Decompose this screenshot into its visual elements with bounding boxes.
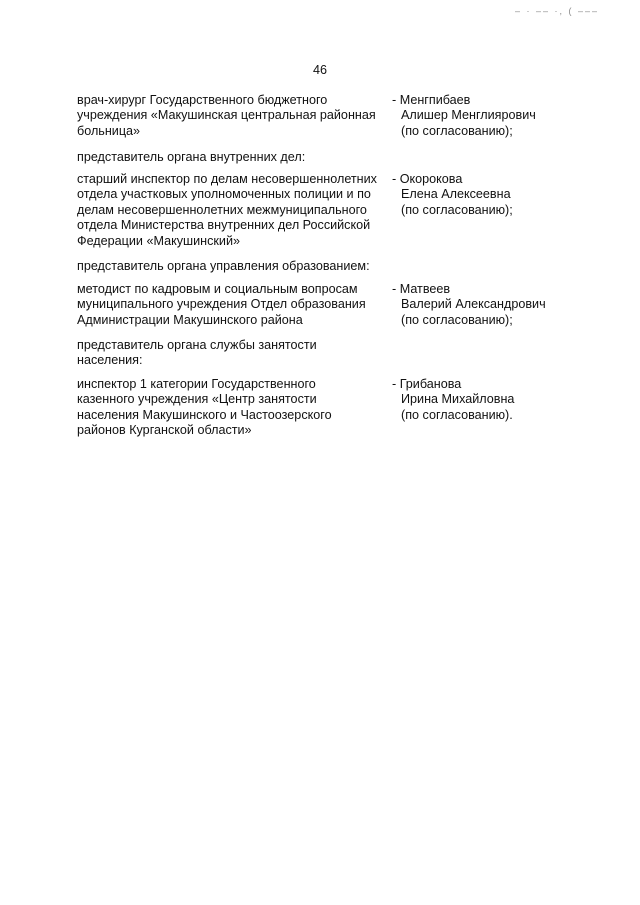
name-line: - Грибанова (392, 377, 462, 391)
position-line: казенного учреждения «Центр занятости (77, 392, 317, 407)
name-line: (по согласованию); (401, 202, 513, 217)
name-line: - Менгпибаев (392, 93, 471, 107)
position-line: отдела участковых уполномоченных полиции и по (77, 187, 371, 202)
scan-artifact: ‒ · ‒‒ ·, ( ‒‒‒ (515, 6, 600, 16)
position-line: инспектор 1 категории Государственного (77, 377, 316, 391)
position-line: Федерации «Макушинский» (77, 233, 241, 248)
name-line: (по согласованию); (401, 312, 513, 327)
position-line: старший инспектор по делам несовершеннолетних (77, 172, 377, 186)
member-position (77, 93, 389, 139)
heading-line: представитель органа службы занятости (77, 338, 317, 352)
section-heading-employment (77, 338, 397, 369)
position-line: отдела Министерства внутренних дел Российской (77, 218, 371, 233)
section-heading-education (77, 259, 397, 274)
name-line: (по согласованию); (401, 123, 513, 138)
position-line: больница» (77, 123, 141, 138)
member-name (392, 172, 602, 218)
position-line: методист по кадровым и социальным вопросам (77, 282, 358, 296)
position-line: учреждения «Макушинская центральная районная (77, 108, 376, 123)
name-line: Ирина Михайловна (401, 392, 515, 407)
name-line: Валерий Александрович (401, 297, 546, 312)
name-line: Алишер Менглиярович (401, 108, 536, 123)
position-line: делам несовершеннолетних межмуниципального (77, 202, 367, 217)
page-number: 46 (312, 63, 327, 77)
section-heading-internal-affairs (77, 150, 397, 165)
member-name (392, 282, 602, 328)
position-line: Администрации Макушинского района (77, 312, 303, 327)
heading-line: представитель органа внутренних дел: (77, 150, 306, 164)
position-line: врач-хирург Государственного бюджетного (77, 93, 328, 107)
position-line: населения Макушинского и Частоозерского (77, 407, 332, 422)
position-line: муниципального учреждения Отдел образования (77, 297, 366, 312)
member-name (392, 377, 602, 423)
member-position (77, 377, 389, 439)
member-position (77, 172, 389, 249)
member-name (392, 93, 602, 139)
name-line: - Окорокова (392, 172, 463, 186)
member-position (77, 282, 389, 328)
heading-line: населения: (77, 353, 143, 368)
heading-line: представитель органа управления образованием: (77, 259, 370, 273)
name-line: - Матвеев (392, 282, 451, 296)
name-line: (по согласованию). (401, 407, 513, 422)
name-line: Елена Алексеевна (401, 187, 511, 202)
position-line: районов Курганской области» (77, 423, 252, 438)
